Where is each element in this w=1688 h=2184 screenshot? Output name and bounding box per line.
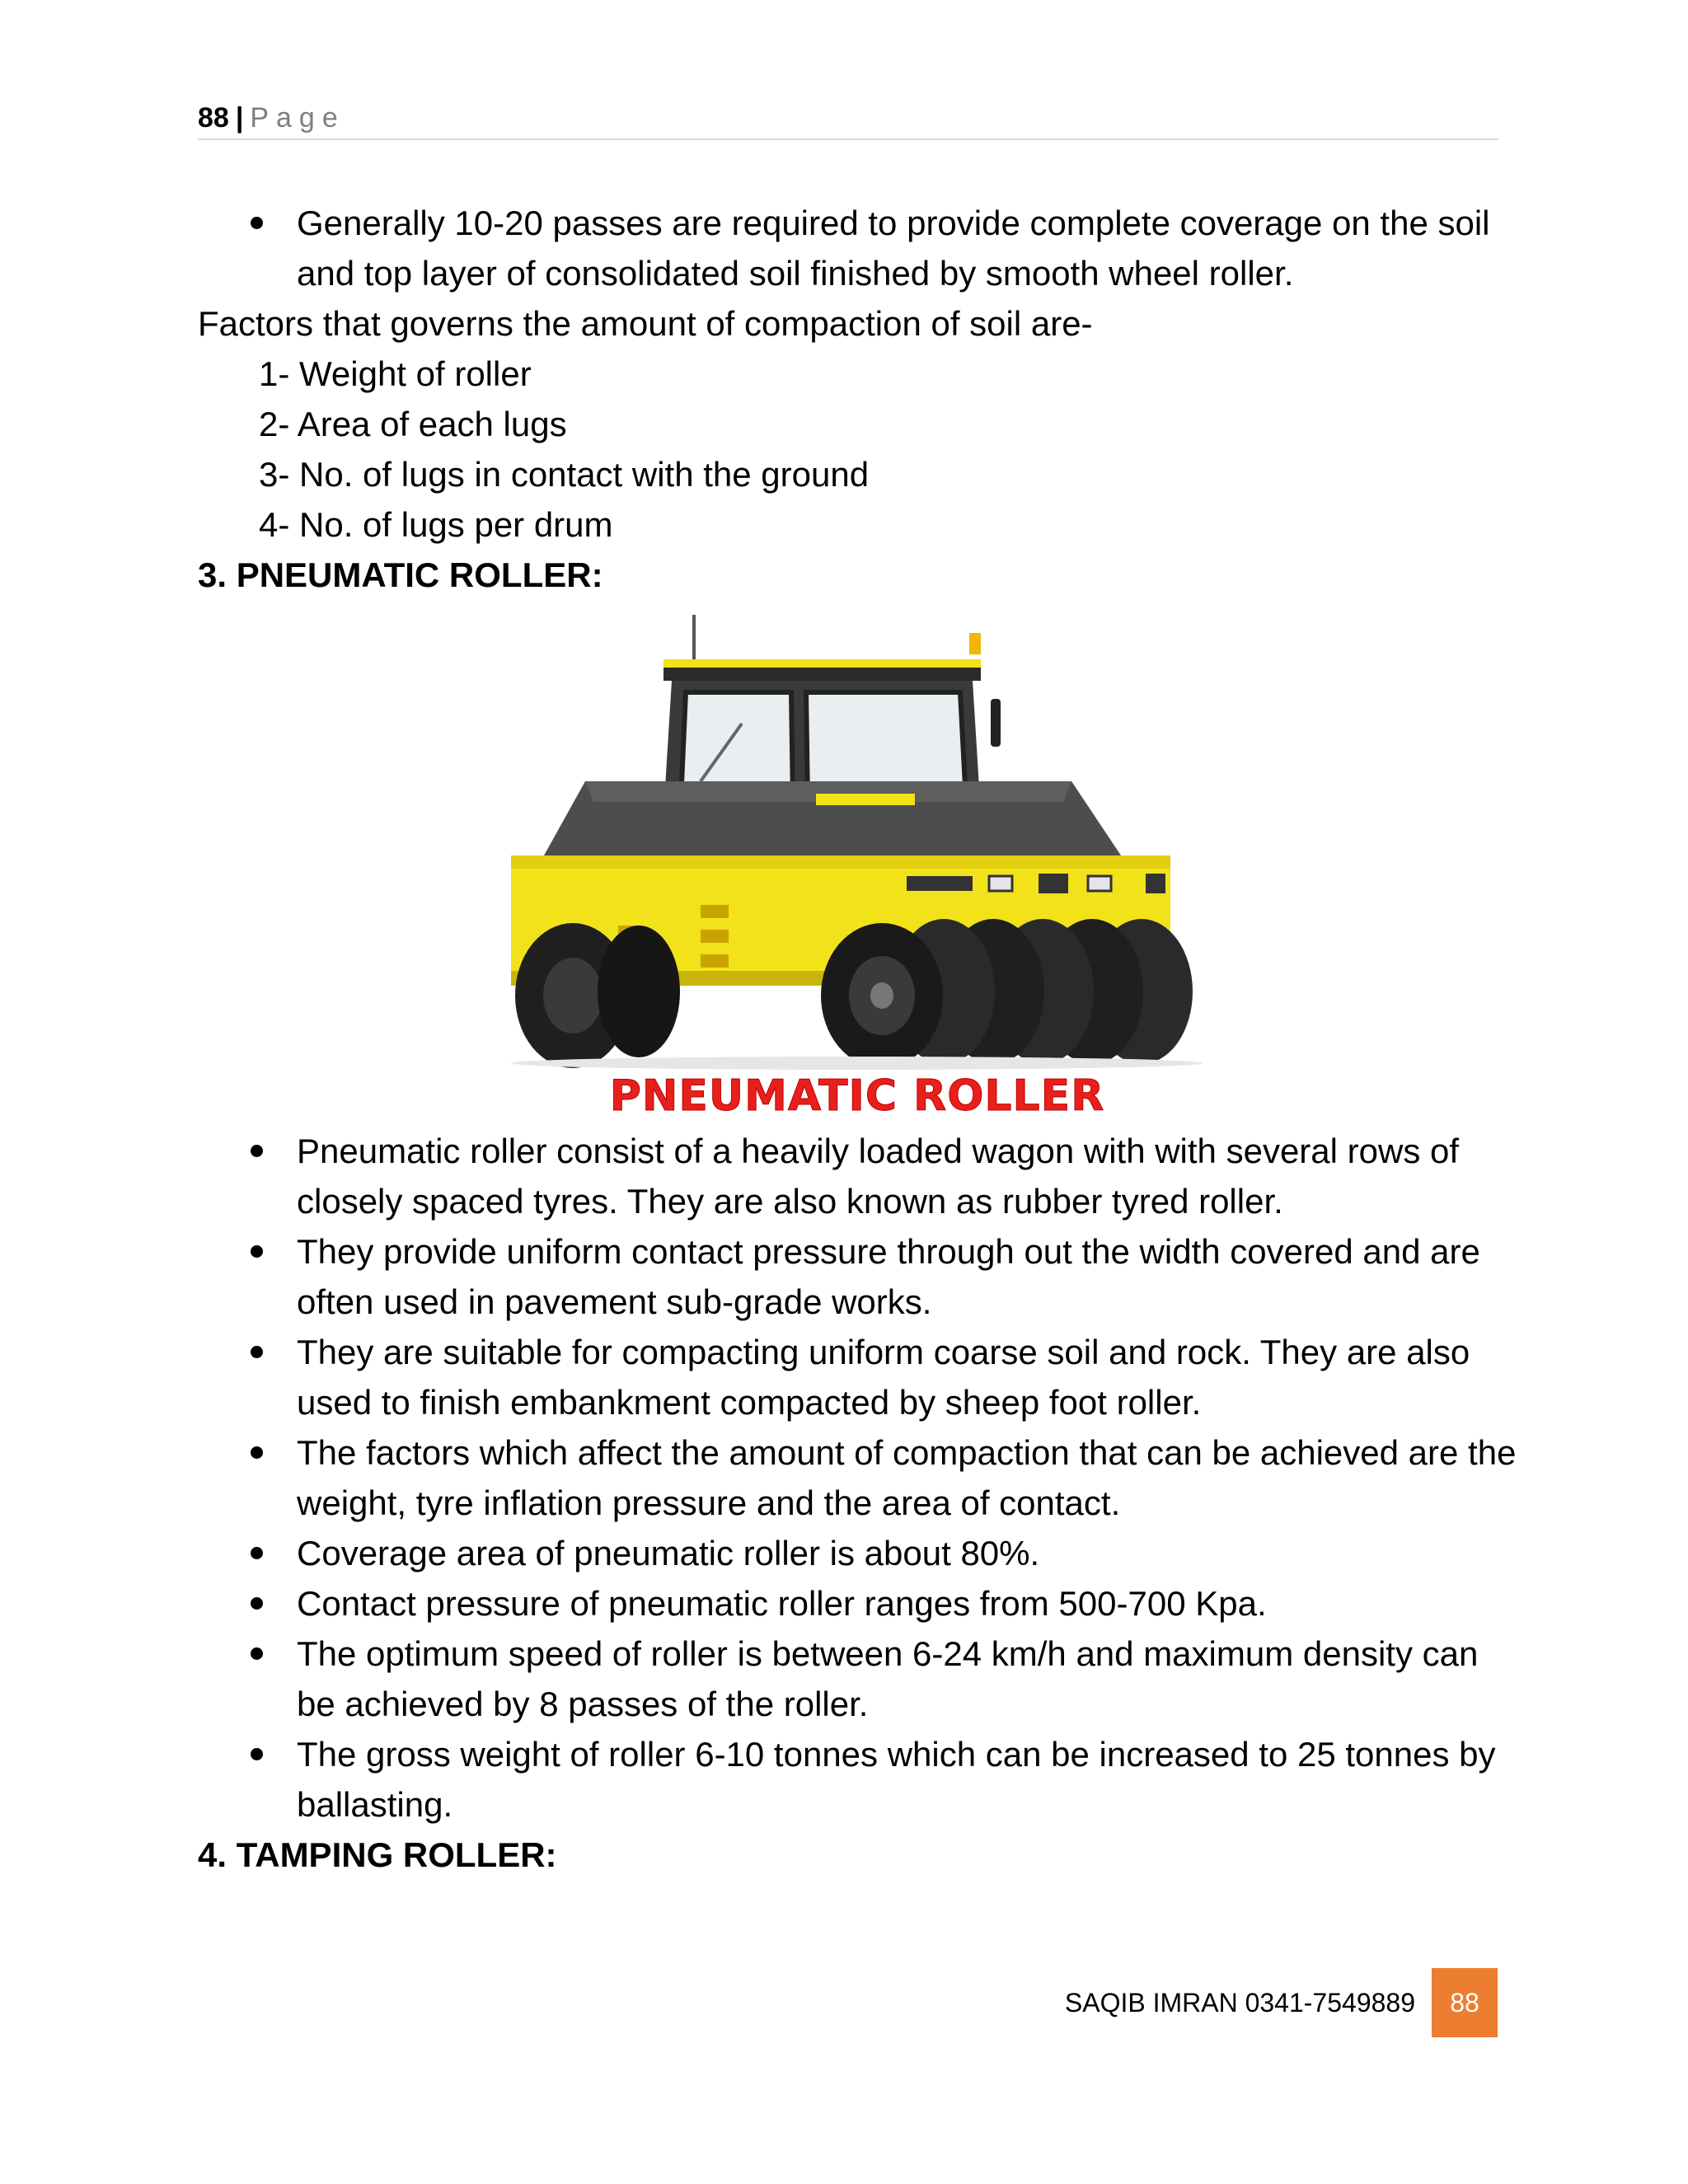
- section-heading-tamping: 4. TAMPING ROLLER:: [198, 1835, 557, 1874]
- list-item: [198, 1729, 1517, 1830]
- footer-page-number-box: 88: [1432, 1968, 1498, 2037]
- bullet-text: The gross weight of roller 6-10 tonnes which can be increased to 25 tonnes by ballasting.: [297, 1735, 1496, 1824]
- list-item: [198, 1226, 1517, 1327]
- section-heading-pneumatic: 3. PNEUMATIC ROLLER:: [198, 555, 603, 594]
- intro-bullet-list: [198, 198, 1517, 298]
- factors-intro: Factors that governs the amount of compaction of soil are-: [198, 304, 1093, 343]
- footer-author: SAQIB IMRAN 0341-7549889: [1064, 1988, 1415, 2018]
- bullet-text: Contact pressure of pneumatic roller ranges from 500-700 Kpa.: [297, 1584, 1267, 1623]
- bullet-icon: [251, 1145, 263, 1157]
- page-footer: [989, 1968, 1498, 2037]
- list-item: 3- No. of lugs in contact with the ground: [259, 455, 870, 494]
- bullet-icon: [251, 217, 263, 229]
- bullet-text: The optimum speed of roller is between 6-24 km/h and maximum density can be achieved by 8 passes of the roller.: [297, 1634, 1479, 1723]
- figure-caption: PNEUMATIC ROLLER: [609, 1071, 1105, 1121]
- bullet-icon: [251, 1597, 263, 1610]
- bullet-icon: [251, 1748, 263, 1760]
- bullet-icon: [251, 1346, 263, 1358]
- page-content: [198, 198, 1517, 1880]
- header-separator: |: [235, 102, 244, 134]
- list-item: [198, 1126, 1517, 1226]
- bullet-text: Generally 10-20 passes are required to provide complete coverage on the soil and top layer of consolidated soil finished by smooth wheel roller.: [297, 204, 1490, 293]
- pneumatic-bullet-list: [198, 1126, 1517, 1830]
- bullet-icon: [251, 1446, 263, 1459]
- bullet-text: They provide uniform contact pressure through out the width covered and are often used in pavement sub-grade works.: [297, 1232, 1480, 1321]
- list-item: 4- No. of lugs per drum: [259, 505, 613, 544]
- bullet-text: They are suitable for compacting uniform coarse soil and rock. They are also used to finish embankment compacted by sheep foot roller.: [297, 1333, 1470, 1422]
- list-item: [198, 198, 1517, 298]
- header-page-number: 88: [198, 102, 229, 134]
- list-item: [198, 1528, 1517, 1578]
- bullet-text: Coverage area of pneumatic roller is about 80%.: [297, 1534, 1040, 1572]
- list-item: [198, 1629, 1517, 1729]
- bullet-text: Pneumatic roller consist of a heavily loaded wagon with with several rows of closely spaced tyres. They are also known as rubber tyred roller.: [297, 1132, 1460, 1221]
- bullet-text: The factors which affect the amount of compaction that can be achieved are the weight, tyre inflation pressure and the area of contact.: [297, 1433, 1517, 1522]
- factors-list: [198, 349, 1517, 550]
- bullet-icon: [251, 1245, 263, 1258]
- page-header: [198, 97, 1498, 140]
- pneumatic-roller-figure: [198, 608, 1517, 1119]
- list-item: 2- Area of each lugs: [259, 405, 567, 443]
- header-page-word: Page: [250, 102, 345, 134]
- bullet-icon: [251, 1547, 263, 1559]
- pneumatic-roller-illustration: [495, 608, 1220, 1070]
- list-item: [198, 1427, 1517, 1528]
- list-item: [198, 1327, 1517, 1427]
- list-item: 1- Weight of roller: [259, 354, 532, 393]
- bullet-icon: [251, 1647, 263, 1660]
- list-item: [198, 1578, 1517, 1629]
